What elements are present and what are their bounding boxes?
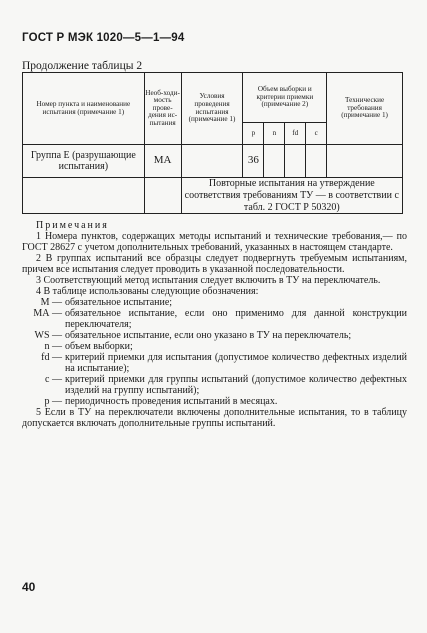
note-5: 5 Если в ТУ на переключатели включены дополнительные испытания, то в таблицу допускается включать дополнительные группы испытаний. xyxy=(22,407,407,429)
abbr-desc: критерий приемки для группы испытаний (допустимое количество дефектных изделий на группу испытаний); xyxy=(65,374,407,396)
sub-header-p: p xyxy=(243,123,264,145)
retest-note: Повторные испытания на утверждение соответствия требованиям ТУ — в соответствии с табл. 2 ГОСТ Р 50320) xyxy=(181,178,402,214)
notes-title: Примечания xyxy=(36,220,109,231)
requirements-cell xyxy=(327,145,403,178)
fd-cell xyxy=(285,145,306,178)
col-header-necessity: Необ-ходи-мость прове-дения ис-пытания xyxy=(144,73,181,145)
abbr-desc: объем выборки; xyxy=(65,341,133,352)
abbr-item xyxy=(22,352,407,374)
n-cell xyxy=(264,145,285,178)
abbr-item xyxy=(22,341,407,352)
period-cell: 36 xyxy=(243,145,264,178)
col-header-conditions: Условия проведения испытания (примечание 1) xyxy=(181,73,243,145)
col-header-test: Номер пункта и наименование испытания (примечание 1) xyxy=(23,73,145,145)
notes-section xyxy=(22,220,407,429)
conditions-cell xyxy=(181,145,243,178)
abbr-desc: обязательное испытание, если оно применимо для данной конструкции переключателя; xyxy=(65,308,407,330)
abbr-item xyxy=(22,297,407,308)
col-header-requirements: Технические требования (примечание 1) xyxy=(327,73,403,145)
page-number: 40 xyxy=(22,580,36,594)
abbr-item xyxy=(22,396,407,407)
abbr-key: p — xyxy=(44,396,62,407)
document-header: ГОСТ Р МЭК 1020—5—1—94 xyxy=(22,32,185,44)
abbr-item xyxy=(22,374,407,396)
abbr-item xyxy=(22,308,407,330)
necessity-cell-cont xyxy=(144,178,181,214)
abbr-desc: периодичность проведения испытаний в месяцах. xyxy=(65,396,278,407)
sub-header-c: c xyxy=(306,123,327,145)
abbr-key: fd — xyxy=(41,352,62,363)
abbr-item xyxy=(22,330,407,341)
sub-header-fd: fd xyxy=(285,123,306,145)
abbr-key: М — xyxy=(40,297,62,308)
abbr-key: c — xyxy=(45,374,62,385)
necessity-cell: МА xyxy=(144,145,181,178)
abbr-desc: обязательное испытание, если оно указано в ТУ на переключатель; xyxy=(65,330,352,341)
group-e-cell: Группа Е (разрушающие испытания) xyxy=(23,145,145,178)
note-1: 1 Номера пунктов, содержащих методы испытаний и технические требования,— по ГОСТ 28627 с учетом дополнительных требований, указанных в настоящем стандарте. xyxy=(22,231,407,253)
abbr-key: n — xyxy=(44,341,62,352)
abbr-key: МА — xyxy=(33,308,62,319)
sub-header-n: n xyxy=(264,123,285,145)
note-4: 4 В таблице использованы следующие обозначения: xyxy=(36,286,259,297)
abbr-desc: критерий приемки для испытания (допустимое количество дефектных изделий на испытание); xyxy=(65,352,407,374)
spec-table xyxy=(22,72,403,214)
note-2: 2 В группах испытаний все образцы следует подвергнуть требуемым испытаниям, причем все испытания следует проводить в указанной последовательности. xyxy=(22,253,407,275)
group-e-cell-cont xyxy=(23,178,145,214)
col-header-sample: Объем выборки и критерии приемки (примечание 2) xyxy=(243,73,327,123)
note-3: 3 Соответствующий метод испытания следует включить в ТУ на переключатель. xyxy=(36,275,381,286)
abbr-key: WS — xyxy=(34,330,62,341)
abbr-desc: обязательное испытание; xyxy=(65,297,173,308)
table-caption: Продолжение таблицы 2 xyxy=(22,60,143,72)
c-cell xyxy=(306,145,327,178)
abbreviation-list xyxy=(22,297,407,407)
